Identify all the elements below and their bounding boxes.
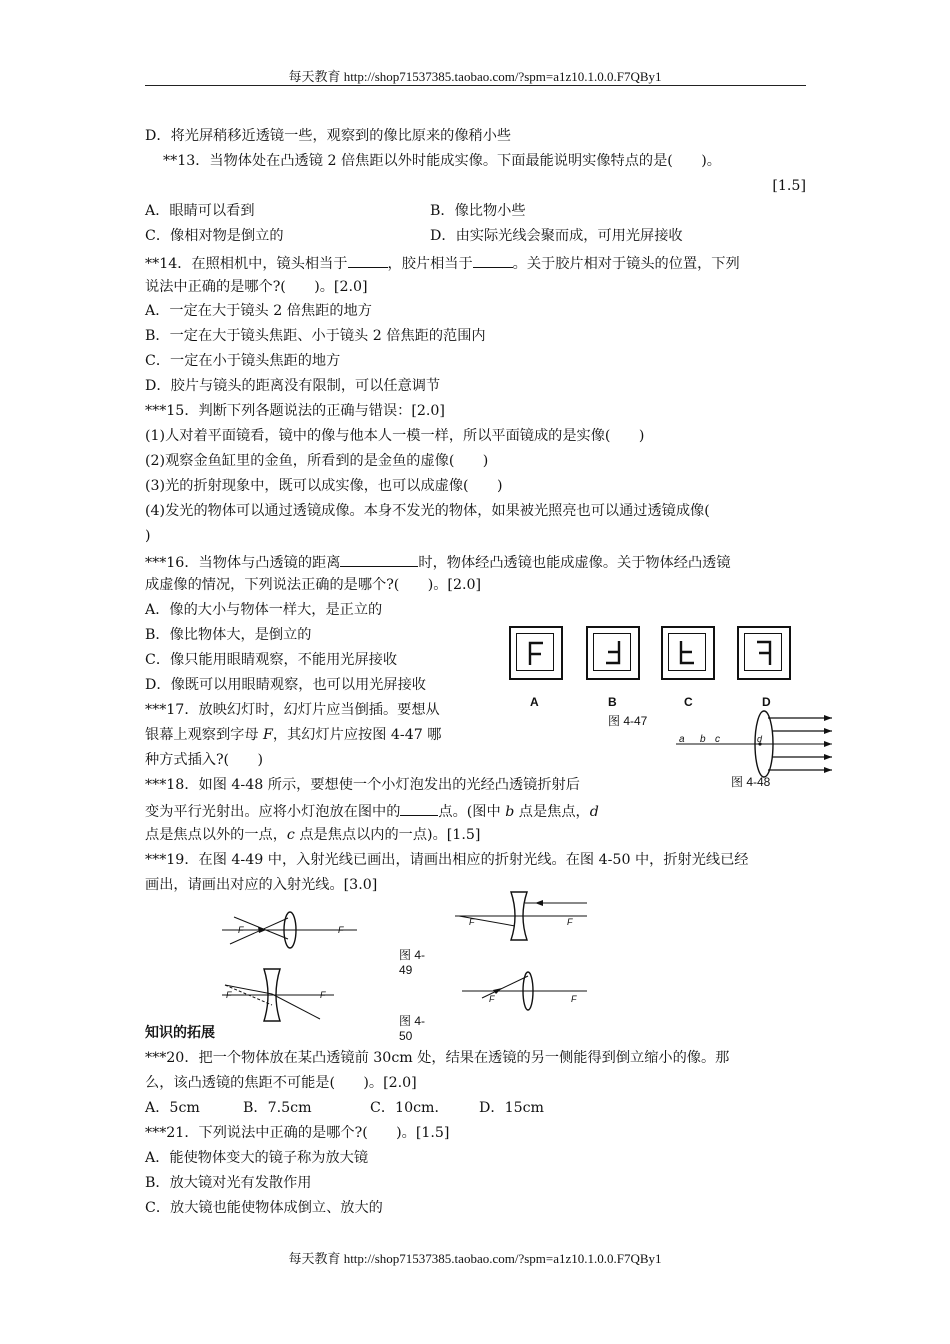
q21-option-a: A．能使物体变大的镜子称为放大镜	[145, 1150, 369, 1166]
fig450-caption-2: 50	[399, 1029, 413, 1043]
q16-blank[interactable]	[340, 552, 418, 567]
q16-stem-line2: 成虚像的情况，下列说法正确的是哪个?( )。[2.0]	[145, 577, 482, 593]
q14-blank-2[interactable]	[473, 253, 513, 268]
q17-text-2: ，其幻灯片应按图 4-47 哪	[272, 727, 442, 743]
fig450b-focus-left: F	[489, 994, 495, 1004]
q18-text-3: 点是焦点，	[514, 804, 590, 820]
q13-score: [1.5]	[772, 178, 806, 194]
fig447-glyph-c	[663, 628, 713, 678]
q18-var-c: c	[286, 827, 295, 843]
fig449-caption-2: 49	[399, 963, 413, 977]
q14-stem-line2: 说法中正确的是哪个?( )。[2.0]	[145, 279, 368, 295]
q13-option-c: C．像相对物是倒立的	[145, 228, 284, 244]
fig447-label-b: B	[608, 695, 617, 709]
q20-option-d: D．15cm	[479, 1100, 545, 1116]
fig450-concave-diagram	[455, 888, 590, 943]
q12-option-d: D．将光屏稍移近透镜一些，观察到的像比原来的像稍小些	[145, 128, 512, 144]
fig447-glyph-a	[511, 628, 561, 678]
q17-stem-line3: 种方式插入?( )	[145, 752, 263, 768]
q14-text-3: 。关于胶片相对于镜头的位置，下列	[512, 256, 740, 272]
q17-stem-line2	[145, 726, 441, 744]
q14-blank-1[interactable]	[348, 253, 388, 268]
q14-text-1: **14．在照相机中，镜头相当于	[145, 256, 348, 272]
q15-item-4-close: )	[145, 528, 151, 544]
fig448-point-a: a	[679, 734, 685, 745]
q18-text-4: 点是焦点以外的一点，	[145, 827, 287, 843]
fig448-point-d: d	[757, 734, 763, 744]
q15-item-2: (2)观察金鱼缸里的金鱼，所看到的是金鱼的虚像( )	[145, 453, 489, 469]
q16-option-b: B．像比物体大，是倒立的	[145, 627, 312, 643]
q15-stem: ***15．判断下列各题说法的正确与错误：[2.0]	[145, 403, 445, 419]
q21-stem: ***21．下列说法中正确的是哪个?( )。[1.5]	[145, 1125, 450, 1141]
header-rule	[145, 85, 806, 86]
fig450-caption-1: 图 4-	[399, 1014, 426, 1028]
fig448-point-c: c	[715, 734, 720, 745]
q15-item-4: (4)发光的物体可以通过透镜成像。本身不发光的物体，如果被光照亮也可以通过透镜成像(	[145, 503, 710, 519]
q18-text-2: 点。(图中	[438, 804, 506, 820]
fig449-caption-1: 图 4-	[399, 948, 426, 962]
q14-option-a: A．一定在大于镜头 2 倍焦距的地方	[145, 303, 372, 319]
q21-option-b: B．放大镜对光有发散作用	[145, 1175, 312, 1191]
q16-text-1: ***16．当物体与凸透镜的距离	[145, 555, 341, 571]
fig449b-focus-left: F	[226, 990, 232, 1000]
q13-option-b: B．像比物小些	[430, 203, 526, 219]
fig450-focus-left: F	[469, 917, 475, 927]
fig447-slide-c	[661, 626, 715, 680]
q18-var-d: d	[589, 804, 599, 820]
q17-text-1: 银幕上观察到字母	[145, 727, 264, 743]
fig447-glyph-b	[588, 628, 638, 678]
fig447-slide-a	[509, 626, 563, 680]
q18-stem-line1: ***18．如图 4-48 所示，要想使一个小灯泡发出的光经凸透镜折射后	[145, 777, 580, 793]
q20-option-b: B．7.5cm	[243, 1100, 312, 1116]
q19-stem-line1: ***19．在图 4-49 中，入射光线已画出，请画出相应的折射光线。在图 4-50 中，折射光线已经	[145, 852, 749, 868]
fig448-caption: 图 4-48	[731, 775, 771, 789]
section-title: 知识的拓展	[145, 1025, 215, 1041]
fig447-caption: 图 4-47	[608, 714, 648, 728]
q18-var-b: b	[505, 804, 515, 820]
fig447-label-d: D	[762, 695, 771, 709]
q14-stem-line1	[145, 253, 740, 273]
q14-option-b: B．一定在大于镜头焦距、小于镜头 2 倍焦距的范围内	[145, 328, 486, 344]
q15-item-1: (1)人对着平面镜看，镜中的像与他本人一模一样，所以平面镜成的是实像( )	[145, 428, 645, 444]
q20-stem-line1: ***20．把一个物体放在某凸透镜前 30cm 处，结果在透镜的另一侧能得到倒立缩小的像。那	[145, 1050, 730, 1066]
q16-option-d: D．像既可以用眼睛观察，也可以用光屏接收	[145, 677, 426, 693]
fig447-slide-d	[737, 626, 791, 680]
page-header: 每天教育 http://shop71537385.taobao.com/?spm=a1z10.1.0.0.F7QBy1	[288, 69, 662, 84]
fig449b-focus-right: F	[320, 990, 326, 1000]
q14-option-d: D．胶片与镜头的距离没有限制，可以任意调节	[145, 378, 441, 394]
q15-item-3: (3)光的折射现象中，既可以成实像，也可以成虚像( )	[145, 478, 503, 494]
q14-text-2: ，胶片相当于	[387, 256, 473, 272]
q16-option-a: A．像的大小与物体一样大，是正立的	[145, 602, 383, 618]
q20-stem-line2: 么，该凸透镜的焦距不可能是( )。[2.0]	[145, 1075, 417, 1091]
fig447-label-a: A	[530, 695, 539, 709]
q18-blank[interactable]	[400, 801, 438, 816]
q20-option-c: C．10cm．	[370, 1100, 449, 1116]
fig449-focus-right: F	[338, 925, 344, 935]
q16-stem-line1	[145, 552, 731, 572]
fig450b-focus-right: F	[571, 994, 577, 1004]
fig447-slide-b	[586, 626, 640, 680]
page-footer: 每天教育 http://shop71537385.taobao.com/?spm=a1z10.1.0.0.F7QBy1	[288, 1251, 662, 1266]
q13-stem: **13．当物体处在凸透镜 2 倍焦距以外时能成实像。下面最能说明实像特点的是( )。	[163, 153, 721, 169]
fig447-label-c: C	[684, 695, 693, 709]
q16-option-c: C．像只能用眼睛观察，不能用光屏接收	[145, 652, 398, 668]
q17-stem-line1: ***17．放映幻灯时，幻灯片应当倒插。要想从	[145, 702, 440, 718]
q18-text-5: 点是焦点以内的一点)。[1.5]	[294, 827, 481, 843]
fig449-focus-left: F	[238, 925, 244, 935]
fig448-point-b: b	[700, 734, 706, 745]
q18-text-1: 变为平行光射出。应将小灯泡放在图中的	[145, 804, 401, 820]
q21-option-c: C．放大镜也能使物体成倒立、放大的	[145, 1200, 383, 1216]
q18-stem-line3	[145, 826, 480, 844]
q17-letter-f: F	[263, 727, 273, 743]
q13-option-a: A．眼睛可以看到	[145, 203, 255, 219]
q19-stem-line2: 画出，请画出对应的入射光线。[3.0]	[145, 877, 378, 893]
q18-stem-line2	[145, 801, 599, 821]
fig447-glyph-d	[739, 628, 789, 678]
q14-option-c: C．一定在小于镜头焦距的地方	[145, 353, 341, 369]
q13-option-d: D．由实际光线会聚而成，可用光屏接收	[430, 228, 683, 244]
q20-option-a: A．5cm	[145, 1100, 200, 1116]
q16-text-2: 时，物体经凸透镜也能成虚像。关于物体经凸透镜	[418, 555, 731, 571]
fig450-focus-right: F	[567, 917, 573, 927]
fig450-convex-diagram	[462, 968, 592, 1013]
